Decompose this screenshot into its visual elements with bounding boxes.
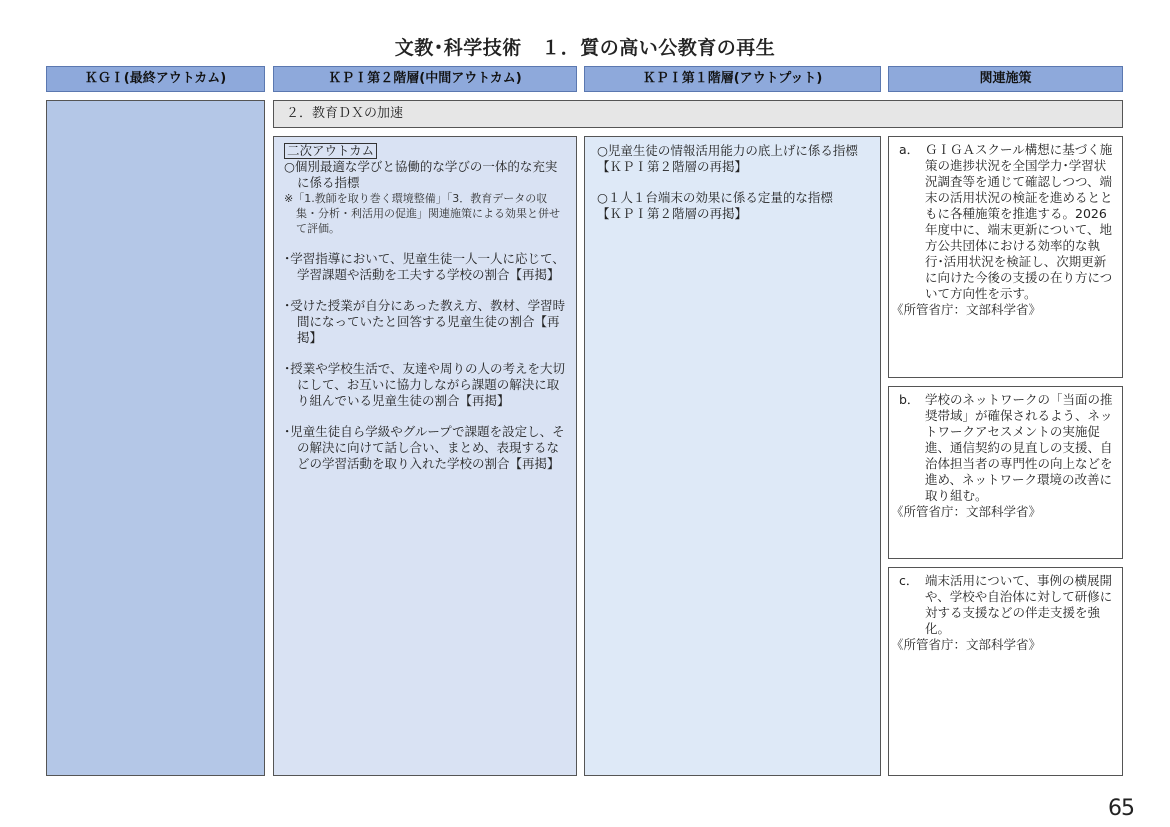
kpi2-note: ※「1.教師を取り巻く環境整備」「3．教育データの収集・分析・利活用の促進」関連施策による効果と併せて評価。 (284, 192, 560, 235)
measure-b-letter: b． (899, 392, 920, 407)
measure-c-ministry: 《所管省庁：文部科学省》 (891, 637, 1042, 652)
secondary-outcome-tag: 二次アウトカム (284, 143, 377, 159)
measure-c-text: 端末活用について、事例の横展開や、学校や自治体に対して研修に対する支援などの伴走支援を強化。 (925, 573, 1113, 636)
measure-a-letter: a． (899, 142, 920, 157)
measure-a-ministry: 《所管省庁：文部科学省》 (891, 302, 1042, 317)
header-measures: 関連施策 (888, 66, 1123, 92)
measure-b-ministry: 《所管省庁：文部科学省》 (891, 504, 1042, 519)
kpi1-item-2: ○１人１台端末の効果に係る定量的な指標 (597, 190, 833, 205)
kpi1-item-1: ○児童生徒の情報活用能力の底上げに係る指標 (597, 143, 858, 158)
measure-a (888, 136, 1123, 378)
section-bar: ２．教育ＤＸの加速 (273, 100, 1123, 128)
kpi2-item-4: ･児童生徒自ら学級やグループで課題を設定し、その解決に向けて話し合い、まとめ、表現するなどの学習活動を取り入れた学校の割合【再掲】 (284, 424, 565, 471)
measure-c-letter: c． (899, 573, 919, 588)
kpi2-main-indicator: ○個別最適な学びと協働的な学びの一体的な充実に係る指標 (284, 159, 558, 190)
kpi2-item-2: ･受けた授業が自分にあった教え方、教材、学習時間になっていたと回答する児童生徒の割合【再掲】 (284, 298, 566, 345)
header-kpi1: ＫＰＩ第１階層(アウトプット) (584, 66, 881, 92)
kpi1-column (584, 136, 881, 776)
measure-b (888, 386, 1123, 559)
measure-c (888, 567, 1123, 776)
header-kgi: ＫＧＩ(最終アウトカム) (46, 66, 265, 92)
measure-a-text: ＧＩＧＡスクール構想に基づく施策の進捗状況を全国学力･学習状況調査等を通じて確認しつつ、端末の活用状況の検証を進めるとともに各種施策を推進する。2026年度中に、端末更新について、地方公共団体における効率的な執行･活用状況を検証し、次期更新に向けた今後の支援の在り方について方向性を示す。 (925, 142, 1113, 301)
header-kpi2: ＫＰＩ第２階層(中間アウトカム) (273, 66, 577, 92)
kgi-column (46, 100, 265, 776)
measure-b-text: 学校のネットワークの「当面の推奨帯域」が確保されるよう、ネットワークアセスメントの実施促進、通信契約の見直しの支援、自治体担当者の専門性の向上などを進め、ネットワーク環境の改善に取り組む。 (925, 392, 1113, 503)
kpi2-item-3: ･授業や学校生活で、友達や周りの人の考えを大切にして、お互いに協力しながら課題の解決に取り組んでいる児童生徒の割合【再掲】 (284, 361, 566, 408)
kpi1-item-2-tag: 【ＫＰＩ第２階層の再掲】 (597, 206, 748, 221)
page-title: 文教･科学技術 １．質の高い公教育の再生 (394, 37, 776, 59)
kpi2-column (273, 136, 577, 776)
kpi1-item-1-tag: 【ＫＰＩ第２階層の再掲】 (597, 159, 748, 174)
kpi2-item-1: ･学習指導において、児童生徒一人一人に応じて、学習課題や活動を工夫する学校の割合【再掲】 (284, 251, 565, 282)
page-number: 65 (1108, 796, 1134, 821)
